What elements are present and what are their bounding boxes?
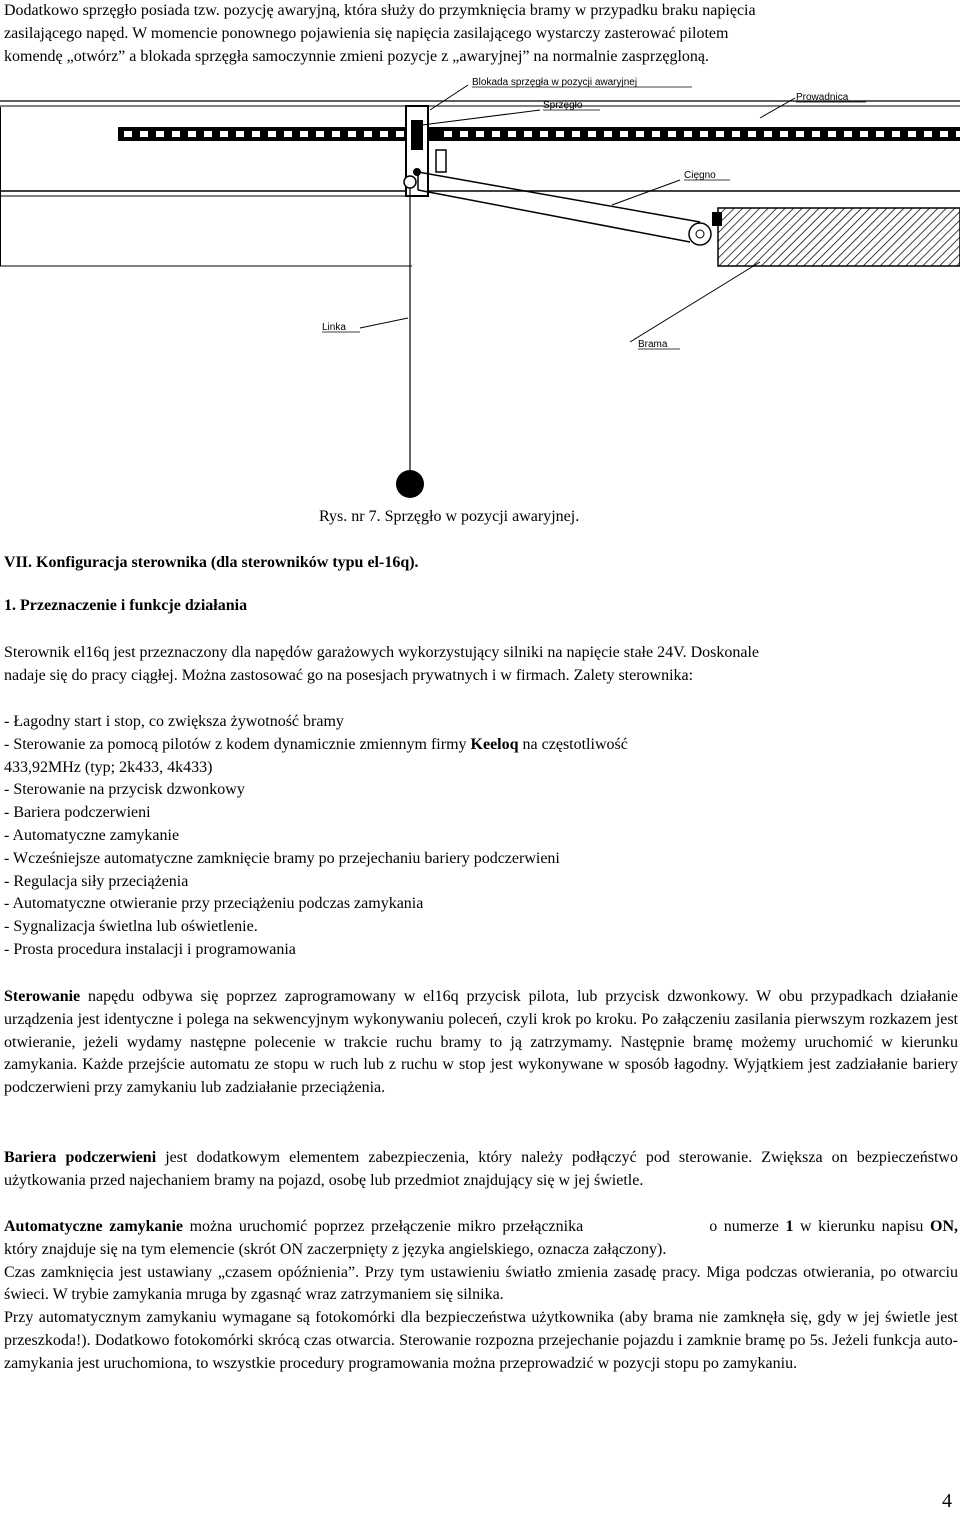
rail-hole (332, 131, 340, 137)
rail-hole (236, 131, 244, 137)
rail-hole (284, 131, 292, 137)
rail-hole (556, 131, 564, 137)
feature-item: - Sygnalizacja świetlna lub oświetlenie. (4, 918, 258, 936)
autoclose-term: Automatyczne zamykanie (4, 1218, 183, 1235)
pulley (404, 176, 416, 188)
purpose-paragraph (4, 642, 958, 688)
barrier-term: Bariera podczerwieni (4, 1149, 157, 1166)
rail-hole (748, 131, 756, 137)
rail-hole (876, 131, 884, 137)
feature-item (4, 734, 958, 757)
rail-hole (780, 131, 788, 137)
rail-hole (380, 131, 388, 137)
intro-line-1: Dodatkowo sprzęgło posiada tzw. pozycję awaryjną, która służy do przymknięcia bramy w przypadku braku napięcia (4, 2, 756, 19)
rail-hole (156, 131, 164, 137)
rail-hole (364, 131, 372, 137)
rail-hole (444, 131, 452, 137)
rope-weight (396, 470, 424, 498)
photocell-paragraph: Przy automatycznym zamykaniu wymagane są fotokomórki dla bezpieczeństwa użytkownika (aby brama nie zamknęła się, gdy w jej świetle jest przeszkoda!). Dodatkowo fotokomórki skrócą czas otwarcia. Sterowanie rozpozna przejechanie pojazdu i zamknie bramę po 5s. Jeżeli funkcja auto-zamykania jest uruchomiona, to wszystkie procedury programowania można przeprowadzić w pozycji stopu po zamykaniu. (4, 1309, 958, 1372)
rail-hole (636, 131, 644, 137)
rail-hole (620, 131, 628, 137)
control-term: Sterowanie (4, 988, 81, 1005)
label-ciegno: Cięgno (684, 170, 716, 181)
autoclose-text: który znajduje się na tym elemencie (skrót ON zaczerpnięty z języka angielskiego, oznacza załączony). (4, 1240, 667, 1258)
page-number: 4 (942, 1490, 952, 1512)
section-title: VII. Konfiguracja sterownika (dla sterowników typu el-16q). (4, 554, 419, 571)
feature-item: - Automatyczne otwieranie przy przeciążeniu podczas zamykania (4, 895, 424, 913)
rail-hole (940, 131, 948, 137)
rail-hole (476, 131, 484, 137)
intro-paragraph (4, 0, 958, 68)
delay-paragraph: Czas zamknięcia jest ustawiany „czasem opóźnienia”. Przy tym ustawieniu światło zmienia zasadę pracy. Miga podczas otwierania, po otwarciu świeci. W trybie zamykania mruga by zgasnąć wraz zatrzymaniem się silnika. (4, 1263, 958, 1304)
rail-hole (716, 131, 724, 137)
rail-hole (252, 131, 260, 137)
rail-hole (460, 131, 468, 137)
feature-item: - Automatyczne zamykanie (4, 826, 180, 844)
feature-item: - Regulacja siły przeciążenia (4, 872, 189, 890)
rail-hole (924, 131, 932, 137)
autoclose-text: w kierunku napisu (793, 1218, 930, 1235)
rail-hole (892, 131, 900, 137)
label-prowadnica: Prowadnica (796, 92, 849, 103)
feature-text: - Sterowanie za pomocą pilotów z kodem dynamicznie zmiennym firmy (4, 735, 471, 753)
rail-hole (204, 131, 212, 137)
rail-hole (124, 131, 132, 137)
rail-hole (828, 131, 836, 137)
feature-item: - Prosta procedura instalacji i programowania (4, 940, 296, 958)
rail-hole (268, 131, 276, 137)
autoclose-section (4, 1216, 958, 1376)
rail-hole (316, 131, 324, 137)
rail-hole (508, 131, 516, 137)
feature-item: - Wcześniejsze automatyczne zamknięcie bramy po przejechaniu bariery podczerwieni (4, 849, 560, 867)
rail-hole (860, 131, 868, 137)
rail-hole (188, 131, 196, 137)
rail-hole (764, 131, 772, 137)
rail-hole (684, 131, 692, 137)
figure-caption: Rys. nr 7. Sprzęgło w pozycji awaryjnej. (319, 508, 580, 525)
intro-line-3: komendę „otwórz” a blokada sprzęgła samoczynnie zmieni pozycje z „awaryjnej” na normalnie zasprzęgloną. (4, 47, 710, 65)
rail-hole (140, 131, 148, 137)
barrier-text: jest dodatkowym elementem zabezpieczenia, który należy podłączyć pod sterowanie. Zwiększa on bezpieczeństwo użytkowania przed najechaniem bramy na pojazd, osobę lub przedmiot znajdujący się w jej świetle. (4, 1149, 958, 1189)
on-label: ON, (930, 1218, 958, 1235)
rail-hole (572, 131, 580, 137)
autoclose-text: o numerze (709, 1218, 786, 1235)
switch-number: 1 (785, 1218, 794, 1235)
rail-hole (348, 131, 356, 137)
rail-hole (732, 131, 740, 137)
rail-hole (908, 131, 916, 137)
label-blokada: Blokada sprzęgła w pozycji awaryjnej (472, 77, 638, 88)
purpose-line-1: Sterownik el16q jest przeznaczony dla napędów garażowych wykorzystujący silniki na napięcie stałe 24V. Doskonale (4, 644, 760, 661)
features-list (4, 711, 958, 962)
label-sprzeglo: Sprzęgło (543, 100, 583, 111)
control-text: napędu odbywa się poprzez zaprogramowany w el16q przycisk pilota, lub przycisk dzwonkowy. W obu przypadkach działanie urządzenia jest identyczne i polega na sekwencyjnym wykonywaniu poleceń, czyli krok po kroku. Po załączeniu zasilania pierwszym rozkazem jest otwieranie, jeżeli wydamy następne polecenie w trakcie ruchu bramy to ją zatrzymamy. Następnie bramę możemy uruchomić w kierunku zamykania. Każde przejście automatu ze stopu w ruch lub z ruchu w stop jest wykonywane w sposób łagodny. Wyjątkiem jest zadziałanie bariery podczerwieni przy zamykaniu lub zadziałanie przeciążenia. (4, 988, 958, 1097)
rail-hole (812, 131, 820, 137)
rail-hole (604, 131, 612, 137)
rail-hole (172, 131, 180, 137)
feature-text: na częstotliwość (518, 735, 628, 753)
rail-hole (588, 131, 596, 137)
rail-hole (796, 131, 804, 137)
section-subtitle: 1. Przeznaczenie i funkcje działania (4, 597, 248, 614)
label-linka: Linka (322, 322, 346, 333)
label-brama: Brama (638, 339, 668, 350)
gate-hatched (718, 208, 960, 266)
feature-item: - Bariera podczerwieni (4, 804, 151, 822)
rail-hole (492, 131, 500, 137)
rod (418, 172, 700, 222)
rail-hole (524, 131, 532, 137)
rail-hole (396, 131, 404, 137)
control-paragraph (4, 986, 958, 1100)
intro-line-2: zasilającego napęd. W momencie ponownego pojawienia się napięcia zasilającego wystarczy zasterować pilotem (4, 24, 729, 42)
rail-hole (844, 131, 852, 137)
rail-hole (652, 131, 660, 137)
brand-keeloq: Keeloq (470, 735, 519, 753)
rail-hole (540, 131, 548, 137)
rail-hole (956, 131, 960, 137)
rail-hole (300, 131, 308, 137)
feature-item-continuation: 433,92MHz (typ; 2k433, 4k433) (4, 758, 213, 776)
barrier-paragraph (4, 1147, 958, 1193)
rail-hole (700, 131, 708, 137)
feature-item: - Łagodny start i stop, co zwiększa żywotność bramy (4, 713, 344, 730)
feature-item: - Sterowanie na przycisk dzwonkowy (4, 781, 245, 799)
rail-hole (668, 131, 676, 137)
purpose-line-2: nadaje się do pracy ciągłej. Można zastosować go na posesjach prywatnych i w firmach. Zalety sterownika: (4, 666, 694, 684)
rail-hole (220, 131, 228, 137)
coupling-emergency-diagram (0, 70, 960, 500)
autoclose-text: można uruchomić poprzez przełączenie mikro przełącznika (183, 1218, 584, 1235)
